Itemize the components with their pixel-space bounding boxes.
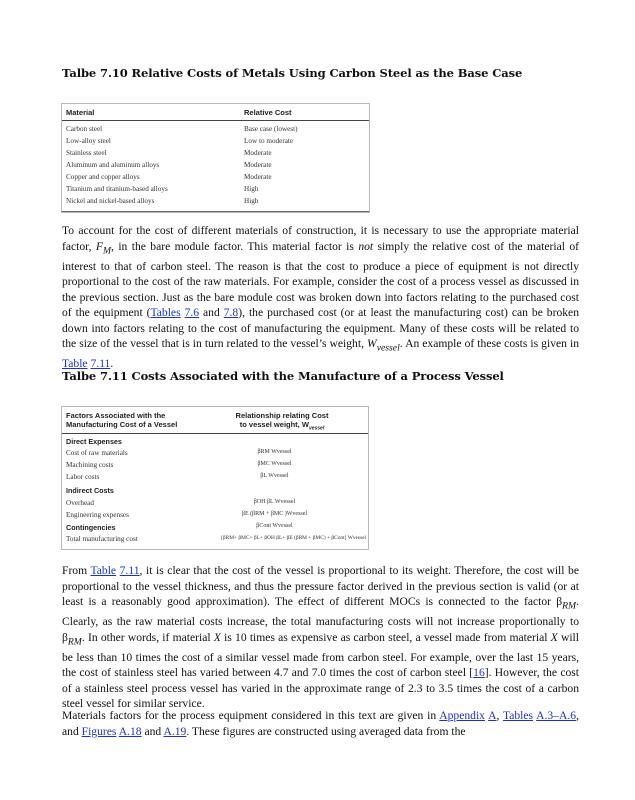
table-cell: Titanium and titanium-based alloys xyxy=(66,185,168,193)
table-cell: Stainless steel xyxy=(66,149,107,157)
link-table-7-8[interactable]: 7.8 xyxy=(223,306,239,320)
table-cell: Nickel and nickel-based alloys xyxy=(66,197,155,205)
link-table[interactable]: Table xyxy=(90,564,117,577)
table-cell: Carbon steel xyxy=(66,125,103,133)
table-cell: Aluminum and aluminum alloys xyxy=(66,161,160,169)
table-formula: [βRM+ βMC+ βL+ βOH βL+ βE (βRM + βMC) + βCont] Wvessel xyxy=(221,535,366,541)
table-bottom-rule xyxy=(62,211,369,212)
link-table[interactable]: Table xyxy=(62,357,88,371)
link-appendix[interactable]: Appendix xyxy=(439,709,485,722)
symbol-w: W xyxy=(367,337,377,351)
symbol-x: X xyxy=(550,630,558,644)
table-header-relative-cost: Relative Cost xyxy=(244,108,292,117)
link-figure-a18[interactable]: A.18 xyxy=(118,724,142,738)
table-cell: Total manufacturing cost xyxy=(66,535,138,543)
table-formula: βOH βL Wvessel xyxy=(253,499,296,505)
symbol-x: X xyxy=(213,630,221,644)
table-7-11-header xyxy=(62,407,368,434)
table-cell: High xyxy=(244,197,259,205)
table-formula: βRM Wvessel xyxy=(257,449,292,455)
table-cell: Labor costs xyxy=(66,473,100,481)
body-paragraph-1: To account for the cost of different materials of construction, it is necessary to use the appropriate material factor, $F_M$, in the bare module factor. This material factor is not simply the relative cost of the material of interest to that of carbon steel. The reason is that the cost to produce a piece of equipment is not directly proportional to the cost of the raw materials. For example, consider the cost of a process vessel as discussed in the previous section. Just as the bare module cost was broken down into factors relating to the purchased cost of the equipment (Tables 7.6 and 7.8), the purchased cost (or at least the manufacturing cost) can be broken down into factors relating to the cost of manufacturing the equipment. Many of these costs will be related to the size of the vessel that is in turn related to the vessel’s weight, $W_{vessel}$. An example of these costs is given in Table 7.11. xyxy=(62,224,579,371)
table-section-label: Indirect Costs xyxy=(66,486,114,495)
table-section-label: Direct Expenses xyxy=(66,437,122,446)
link-appendix-a[interactable]: A xyxy=(488,709,497,722)
table-cell: Moderate xyxy=(244,161,272,169)
table-cell: Copper and copper alloys xyxy=(66,173,140,181)
link-tables-a3-a6[interactable]: A.3–A.6 xyxy=(536,709,577,722)
table-cell: Low to moderate xyxy=(244,137,294,145)
body-paragraph-2: From Table 7.11, it is clear that the cost of the vessel is proportional to its weight. Therefore, the cost will be proportional to the vessel thickness, and thus the pressure factor derived in the previous section is valid (or at least is a reasonably good approximation). The effect of different MOCs is connected to the factor $\beta_{RM}$. Clearly, as the raw material costs increase, the total manufacturing costs will not increase proportionally to $\beta_{RM}$. In other words, if material X is 10 times as expensive as carbon steel, a vessel made from material X will be less than 10 times the cost of a similar vessel made from carbon steel. For example, over the last 15 years, the cost of stainless steel has varied between 4.7 and 7.0 times the cost of carbon steel [16]. However, the cost of a stainless steel process vessel has varied in the approximate range of 2.3 to 3.5 times the cost of a carbon steel vessel for similar service. xyxy=(62,564,579,711)
link-figure-a19[interactable]: A.19 xyxy=(163,724,187,738)
table-cell: Overhead xyxy=(66,499,94,507)
table-7-11-caption: Talbe 7.11 Costs Associated with the Manufacture of a Process Vessel xyxy=(62,369,504,383)
table-cell: Moderate xyxy=(244,173,272,181)
table-7-10-header xyxy=(62,104,369,121)
table-cell: Low-alloy steel xyxy=(66,137,111,145)
table-cell: Engineering expenses xyxy=(66,511,129,519)
table-header-relationship: Relationship relating Cost to vessel weight, $W_{vessel}$ xyxy=(235,411,329,432)
table-header-factors: Factors Associated with the Manufacturing Cost of a Vessel xyxy=(66,411,178,429)
link-reference-16[interactable]: 16 xyxy=(473,666,485,680)
table-7-11 xyxy=(61,406,369,550)
link-table-7-6[interactable]: 7.6 xyxy=(184,306,200,320)
link-tables[interactable]: Tables xyxy=(150,306,181,320)
table-cell: Moderate xyxy=(244,149,272,157)
table-cell: High xyxy=(244,185,259,193)
symbol-w-subscript: vessel xyxy=(376,342,400,354)
table-formula: βCont Wvessel xyxy=(256,523,293,529)
link-table-7-11[interactable]: 7.11 xyxy=(90,357,111,371)
table-cell: Cost of raw materials xyxy=(66,449,128,457)
table-formula: βE (βRM + βMC )Wvessel xyxy=(241,511,308,517)
table-cell: Machining costs xyxy=(66,461,114,469)
table-formula: βMC Wvessel xyxy=(257,461,292,467)
symbol-rm-subscript: RM xyxy=(562,600,577,612)
table-formula: βL Wvessel xyxy=(260,473,289,479)
symbol-rm-subscript: RM xyxy=(67,636,82,647)
symbol-fm: F xyxy=(95,239,103,253)
table-cell: Base case (lowest) xyxy=(244,125,298,133)
link-table-7-11[interactable]: 7.11 xyxy=(119,564,140,577)
table-7-10 xyxy=(61,103,370,213)
table-section-label: Contingencies xyxy=(66,523,116,532)
emphasis-not: not xyxy=(358,239,374,253)
table-header-material: Material xyxy=(66,108,95,117)
link-figures[interactable]: Figures xyxy=(81,724,117,738)
body-paragraph-3: Materials factors for the process equipment considered in this text are given in Appendix A, Tables A.3–A.6, and Figures A.18 and A.19. These figures are constructed using averaged data from the xyxy=(62,709,579,738)
table-7-10-caption: Talbe 7.10 Relative Costs of Metals Using Carbon Steel as the Base Case xyxy=(62,66,523,80)
link-tables[interactable]: Tables xyxy=(502,709,534,722)
symbol-fm-subscript: M xyxy=(102,244,112,256)
